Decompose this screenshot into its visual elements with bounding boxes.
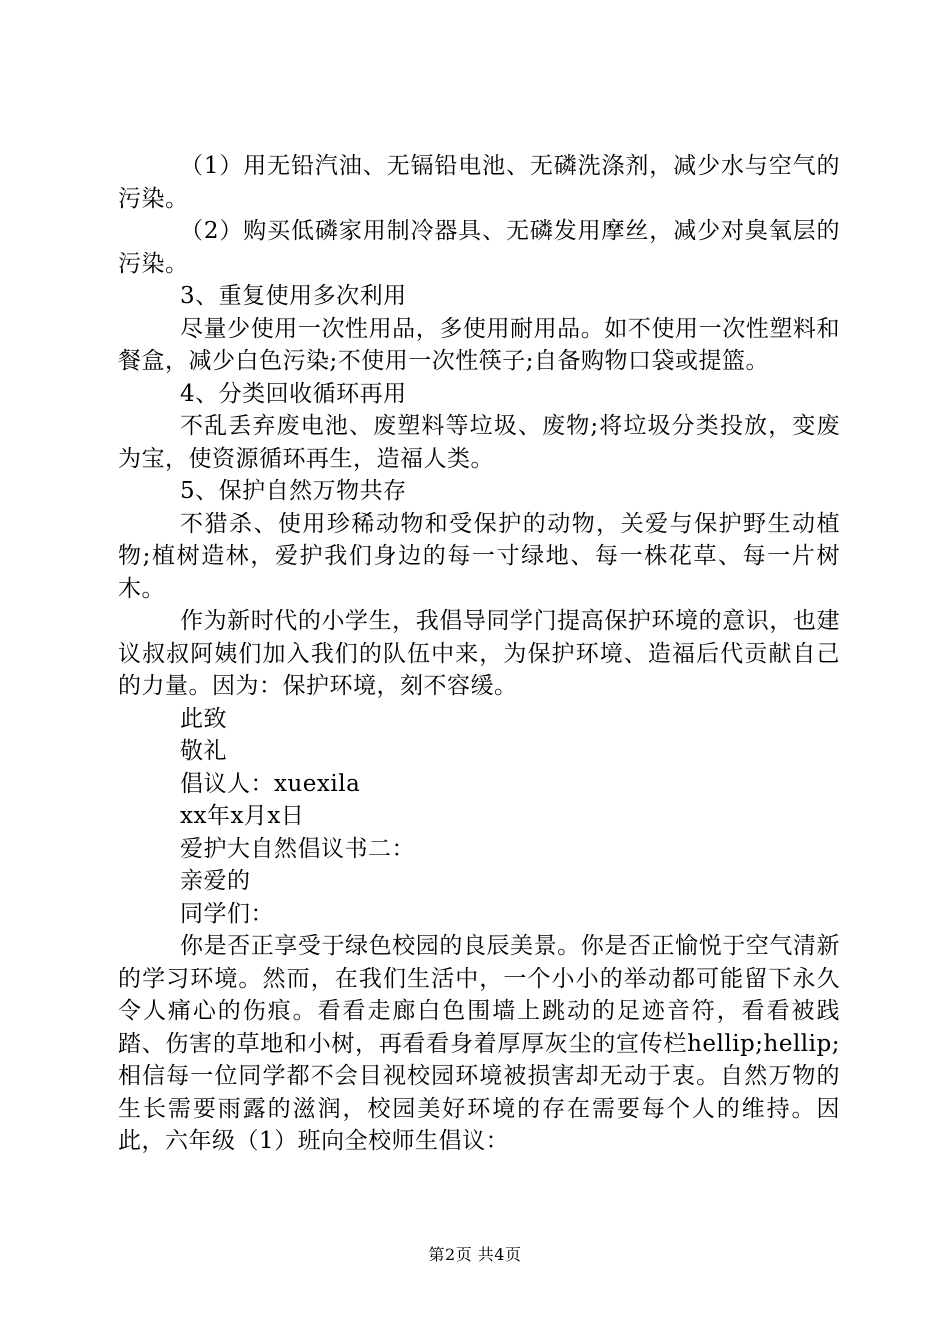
heading-protect-nature: 5、保护自然万物共存 (180, 478, 407, 504)
closing-regards: 敬礼 (180, 738, 227, 764)
document-body (118, 150, 840, 1158)
greeting-line-2: 同学们： (180, 900, 274, 927)
heading-reuse: 3、重复使用多次利用 (180, 283, 407, 309)
paragraph-recycle: 不乱丢弃废电池、废塑料等垃圾、废物;将垃圾分类投放，变废为宝，使资源循环再生，造福人类。 (118, 413, 840, 472)
greeting-line-1: 亲爱的 (180, 868, 251, 894)
paragraph-call-to-action: 作为新时代的小学生，我倡导同学门提高保护环境的意识，也建议叔叔阿姨们加入我们的队伍中来，为保护环境、造福后代贡献自己的力量。因为：保护环境，刻不容缓。 (118, 608, 840, 699)
signature-author: 倡议人：xuexila (180, 770, 361, 797)
section-title-two: 爱护大自然倡议书二： (180, 835, 415, 862)
paragraph-1: （1）用无铅汽油、无镉铅电池、无磷洗涤剂，减少水与空气的污染。 (118, 153, 840, 212)
closing-salutation: 此致 (180, 705, 227, 732)
signature-date: xx年x月x日 (180, 803, 305, 829)
paragraph-protect-nature: 不猎杀、使用珍稀动物和受保护的动物，关爱与保护野生动植物;植树造林，爱护我们身边的每一寸绿地、每一株花草、每一片树木。 (118, 510, 840, 602)
paragraph-2: （2）购买低磷家用制冷器具、无磷发用摩丝，减少对臭氧层的污染。 (118, 218, 840, 277)
paragraph-campus: 你是否正享受于绿色校园的良辰美景。你是否正愉悦于空气清新的学习环境。然而，在我们生活中，一个小小的举动都可能留下永久令人痛心的伤痕。看看走廊白色围墙上跳动的足迹音符，看看被践踏、伤害的草地和小树，再看看身着厚厚灰尘的宣传栏hellip;hellip;相信每一位同学都不会目视校园环境被损害却无动于衷。自然万物的生长需要雨露的滋润，校园美好环境的存在需要每个人的维持。因此，六年级（1）班向全校师生倡议： (118, 933, 840, 1154)
paragraph-reuse: 尽量少使用一次性用品，多使用耐用品。如不使用一次性塑料和餐盒，减少白色污染;不使用一次性筷子;自备购物口袋或提篮。 (118, 315, 840, 374)
page-number-footer: 第2页 共4页 (428, 1245, 522, 1264)
heading-recycle: 4、分类回收循环再用 (180, 380, 407, 407)
